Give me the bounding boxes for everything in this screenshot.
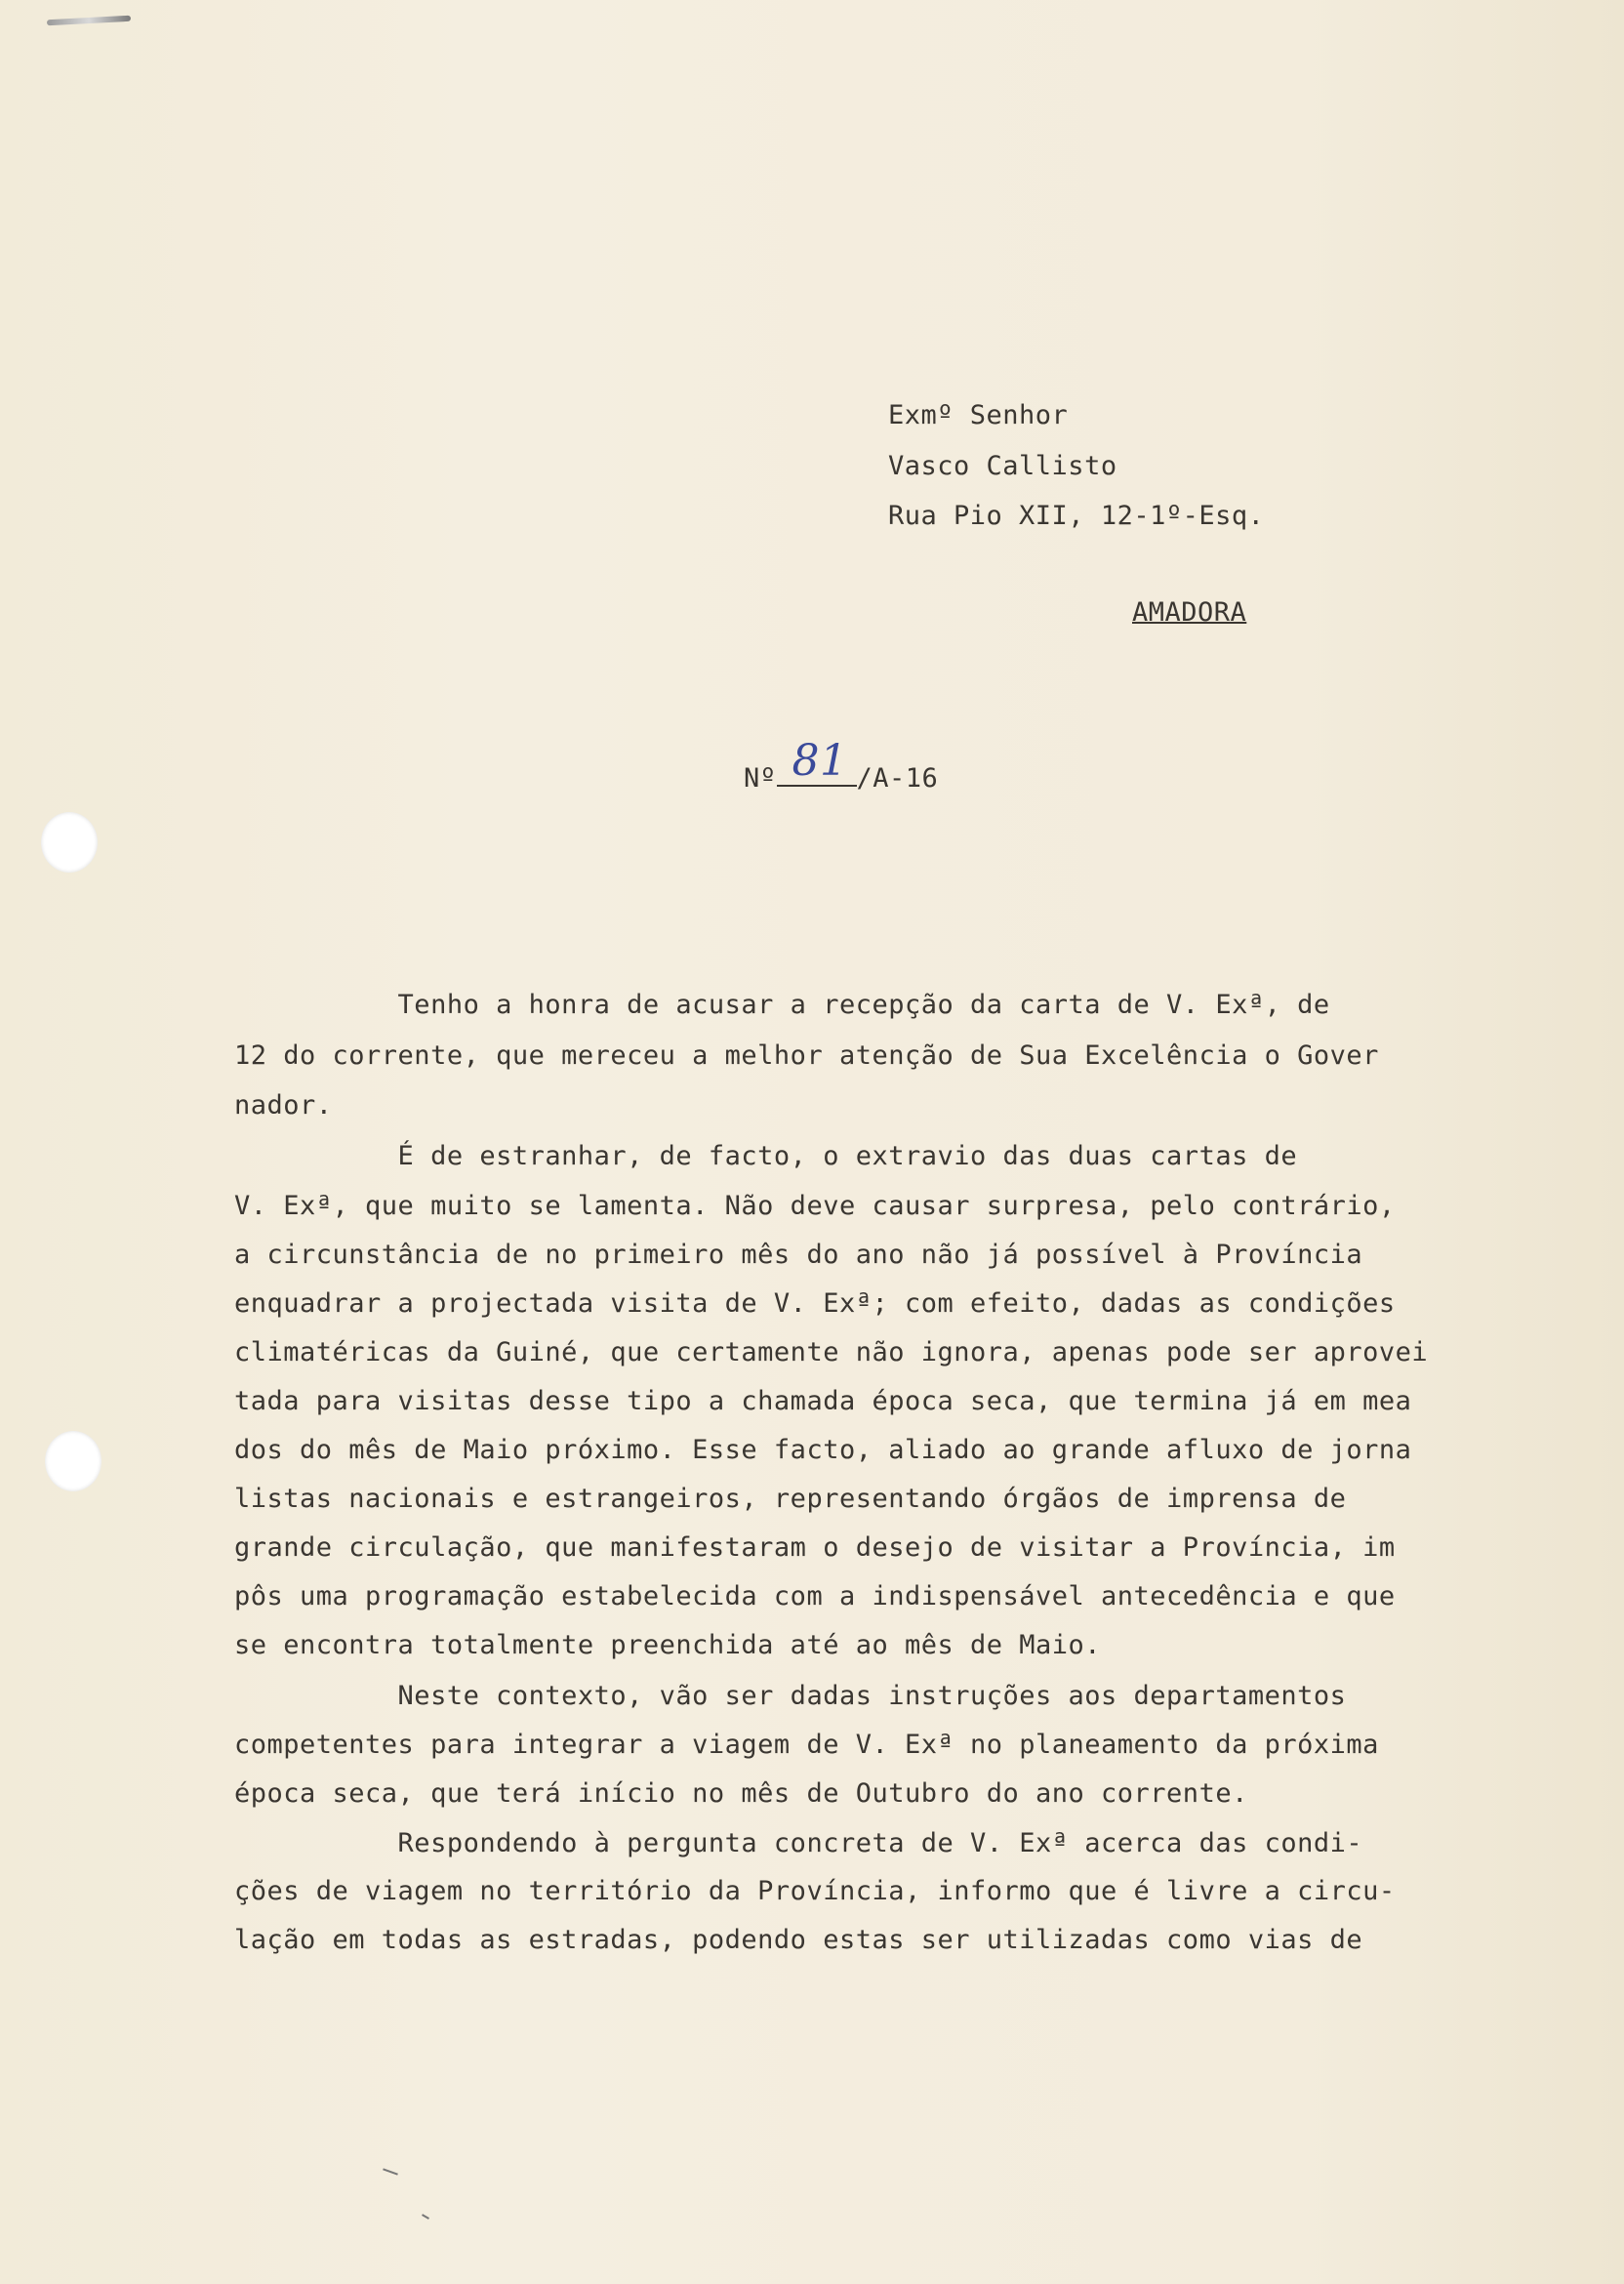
body-line: Tenho a honra de acusar a recepção da carta de V. Exª, de <box>234 990 1330 1020</box>
body-line: época seca, que terá início no mês de Outubro do ano corrente. <box>234 1778 1248 1809</box>
punch-hole-bottom <box>45 1431 102 1491</box>
body-line: dos do mês de Maio próximo. Esse facto, aliado ao grande afluxo de jorna <box>234 1435 1412 1465</box>
body-line: 12 do corrente, que mereceu a melhor atenção de Sua Excelência o Gover <box>234 1040 1379 1071</box>
punch-hole-top <box>41 812 98 873</box>
recipient-name: Vasco Callisto <box>888 451 1117 481</box>
body-line: É de estranhar, de facto, o extravio das duas cartas de <box>234 1141 1298 1171</box>
body-line: ções de viagem no território da Província, informo que é livre a circu- <box>234 1876 1396 1906</box>
body-line: nador. <box>234 1090 333 1121</box>
body-line: lação em todas as estradas, podendo estas ser utilizadas como vias de <box>234 1925 1363 1955</box>
body-line: competentes para integrar a viagem de V. Exª no planeamento da próxima <box>234 1730 1379 1760</box>
reference-suffix: /A-16 <box>856 763 939 794</box>
body-line: pôs uma programação estabelecida com a indispensável antecedência e que <box>234 1581 1396 1611</box>
reference-number <box>744 736 939 794</box>
body-line: tada para visitas desse tipo a chamada época seca, que termina já em mea <box>234 1386 1412 1416</box>
recipient-street: Rua Pio XII, 12-1º-Esq. <box>888 501 1265 531</box>
reference-prefix: Nº <box>744 763 777 794</box>
body-line: Respondendo à pergunta concreta de V. Exª acerca das condi- <box>234 1828 1363 1858</box>
body-line: a circunstância de no primeiro mês do ano não já possível à Província <box>234 1240 1363 1270</box>
body-line: se encontra totalmente preenchida até ao mês de Maio. <box>234 1630 1102 1660</box>
body-line: climatéricas da Guiné, que certamente não ignora, apenas pode ser aprovei <box>234 1337 1429 1367</box>
body-line: V. Exª, que muito se lamenta. Não deve causar surpresa, pelo contrário, <box>234 1191 1396 1221</box>
body-line: listas nacionais e estrangeiros, representando órgãos de imprensa de <box>234 1484 1347 1514</box>
body-line: Neste contexto, vão ser dadas instruções aos departamentos <box>234 1681 1347 1711</box>
reference-handwritten-number: 81 <box>792 736 848 786</box>
body-line: enquadrar a projectada visita de V. Exª; com efeito, dadas as condições <box>234 1288 1396 1319</box>
body-line: grande circulação, que manifestaram o desejo de visitar a Província, im <box>234 1532 1396 1563</box>
recipient-city: AMADORA <box>1132 597 1247 628</box>
recipient-salutation: Exmº Senhor <box>888 400 1069 430</box>
reference-blank <box>777 736 857 787</box>
